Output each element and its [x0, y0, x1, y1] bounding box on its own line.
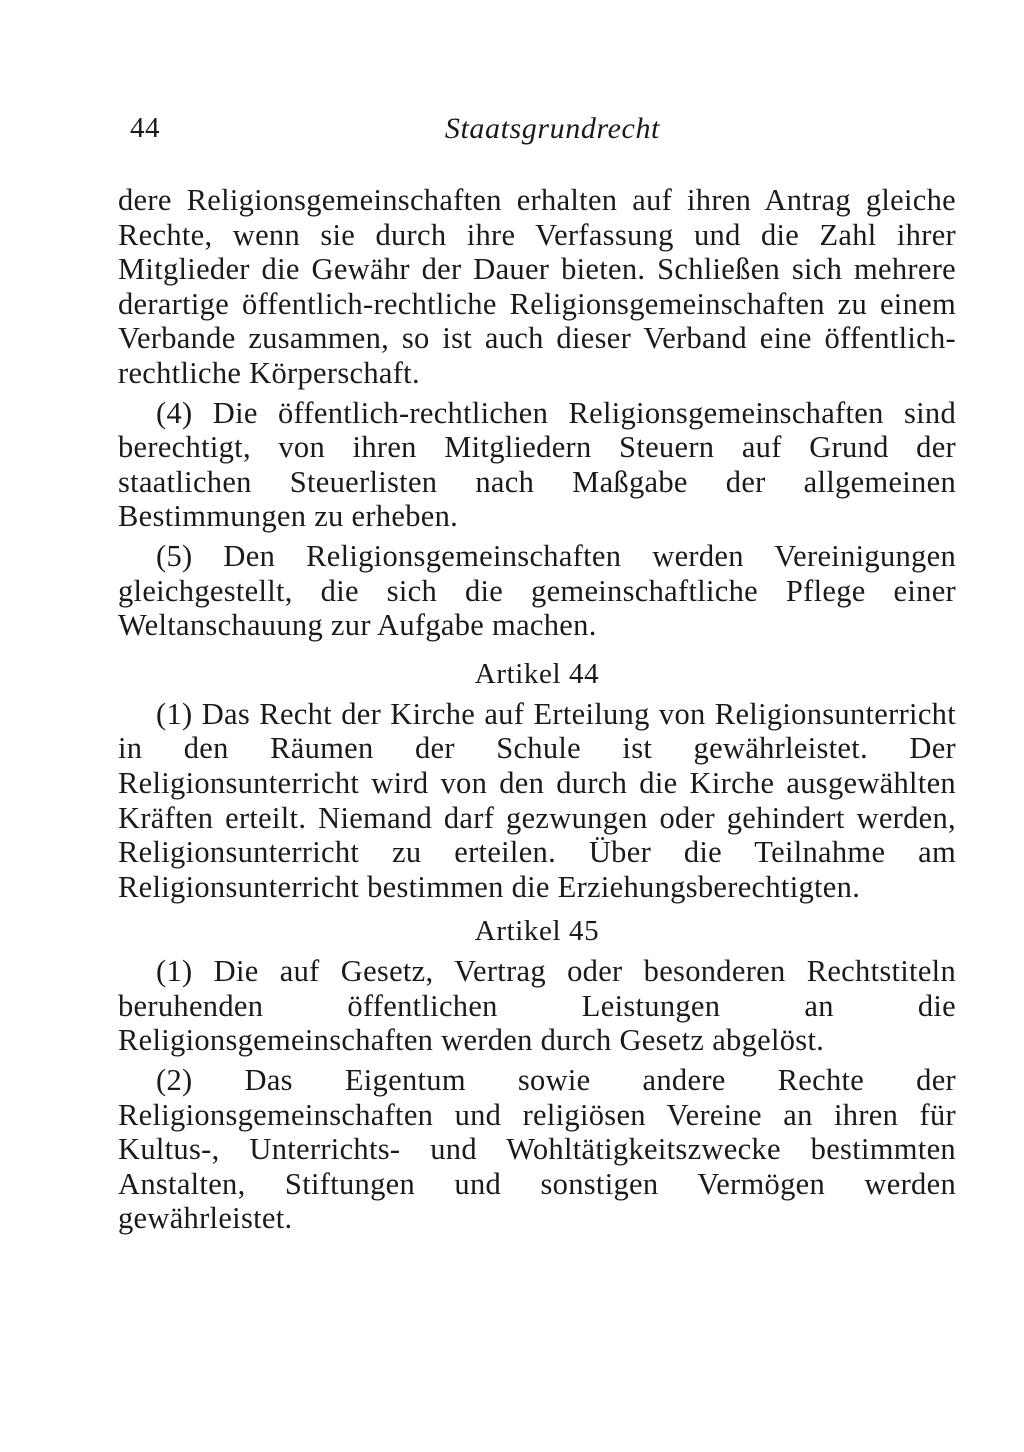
running-title: Staatsgrundrecht	[444, 112, 660, 145]
article-44-heading: Artikel 44	[474, 657, 600, 690]
article-45-heading: Artikel 45	[474, 915, 600, 948]
body-text	[118, 183, 956, 1236]
page-number: 44	[130, 112, 160, 144]
page-header	[130, 112, 660, 152]
paragraph-art43-5: (5) Den Religionsgemeinschaften werden Vereinigungen gleichgestellt, die sich die gemeinschaftliche Pflege einer Weltanschauung zur Aufgabe machen.	[118, 538, 956, 643]
paragraph-art43-4: (4) Die öffentlich-rechtlichen Religionsgemeinschaften sind berechtigt, von ihren Mitgliedern Steuern auf Grund der staatlichen Steuerlisten nach Maßgabe der allgemeinen Bestimmungen zu erheben.	[118, 395, 956, 534]
paragraph-art45-2: (2) Das Eigentum sowie andere Rechte der Religionsgemeinschaften und religiösen Vereine an ihren für Kultus-, Unterrichts- und Wohltätigkeitszwecke bestimmten Anstalten, Stiftungen und sonstigen Vermögen werden gewährleistet.	[118, 1063, 956, 1236]
paragraph-continuation: dere Religionsgemeinschaften erhalten auf ihren Antrag gleiche Rechte, wenn sie durch ihre Verfassung und die Zahl ihrer Mitglieder die Gewähr der Dauer bieten. Schließen sich mehrere derartige öffentlich-rechtliche Religionsgemeinschaften zu einem Verbande zusammen, so ist auch dieser Verband eine öffentlich-rechtliche Körperschaft.	[118, 183, 956, 390]
paragraph-art44-1: (1) Das Recht der Kirche auf Erteilung von Religionsunterricht in den Räumen der Schule ist gewährleistet. Der Religionsunterricht wird von den durch die Kirche ausgewählten Kräften erteilt. Niemand darf gezwungen oder gehindert werden, Religionsunterricht zu erteilen. Über die Teilnahme am Religionsunterricht bestimmen die Erziehungsberechtigten.	[118, 696, 956, 904]
paragraph-art45-1: (1) Die auf Gesetz, Vertrag oder besonderen Rechtstiteln beruhenden öffentlichen Leistungen an die Religionsgemeinschaften werden durch Gesetz abgelöst.	[118, 954, 956, 1058]
